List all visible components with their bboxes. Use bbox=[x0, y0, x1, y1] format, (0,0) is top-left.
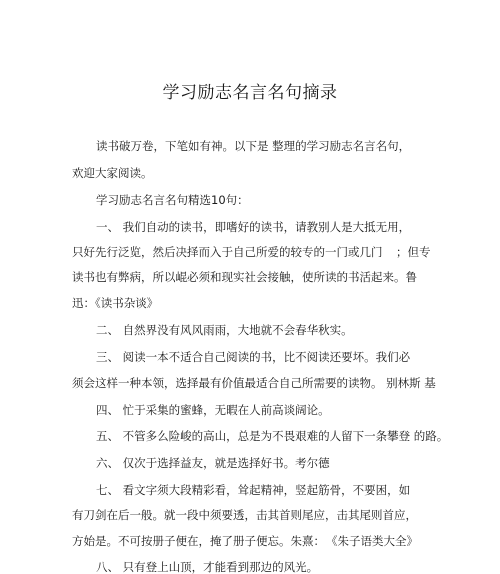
quote-item-4: 四、 忙于采集的蜜蜂，无暇在人前高谈阔论。 bbox=[96, 403, 330, 417]
quote-item-8: 八、 只有登上山顶，才能看到那边的风光。 bbox=[96, 560, 319, 574]
quote-item-6: 六、 仅次于选择益友，就是选择好书。考尔德 bbox=[96, 456, 330, 470]
paragraph-line: ；但专 bbox=[396, 245, 431, 259]
document-title: 学习励志名言名句摘录 bbox=[162, 83, 338, 103]
quote-item-2: 二、 自然界没有风风雨雨，大地就不会春华秋实。 bbox=[96, 323, 353, 337]
paragraph-line: 须会这样一种本领，选择最有价值最适合自己所需要的读物。 别林斯 基 bbox=[72, 376, 436, 390]
paragraph-line: 欢迎大家阅读。 bbox=[72, 166, 153, 180]
paragraph-line: 学习励志名言名句精选10句： bbox=[96, 193, 249, 207]
paragraph-line: 方始是。不可按册子便在，掩了册子便忘。朱熹： bbox=[72, 534, 325, 548]
paragraph-line: 《朱子语类大全》 bbox=[326, 534, 418, 548]
paragraph-line: 读书破万卷，下笔如有神。以下是 整理的学习励志名言名句， bbox=[96, 139, 411, 153]
paragraph-line: 有刀剑在后一般。就一段中须要透，击其首则尾应，击其尾则首应， bbox=[72, 508, 417, 522]
quote-item-5: 五、 不管多么险峻的高山，总是为不畏艰难的人留下一条攀登 的路。 bbox=[96, 429, 449, 443]
quote-item-7: 七、 看文字须大段精彩看，耸起精神，竖起筋骨，不要困，如 bbox=[96, 483, 411, 497]
quote-item-1: 一、 我们自动的读书，即嗜好的读书，请教别人是大抵无用， bbox=[96, 220, 411, 234]
quote-item-3: 三、 阅读一本不适合自己阅读的书，比不阅读还要坏。我们必 bbox=[96, 350, 411, 364]
paragraph-line: 迅：《读书杂谈》 bbox=[72, 296, 159, 310]
paragraph-line: 读书也有弊病，所以崐必须和现实社会接触，使所读的书活起来。鲁 bbox=[72, 270, 417, 284]
paragraph-line: 只好先行泛览，然后决择而入于自己所爱的较专的一门或几门 bbox=[72, 245, 383, 259]
